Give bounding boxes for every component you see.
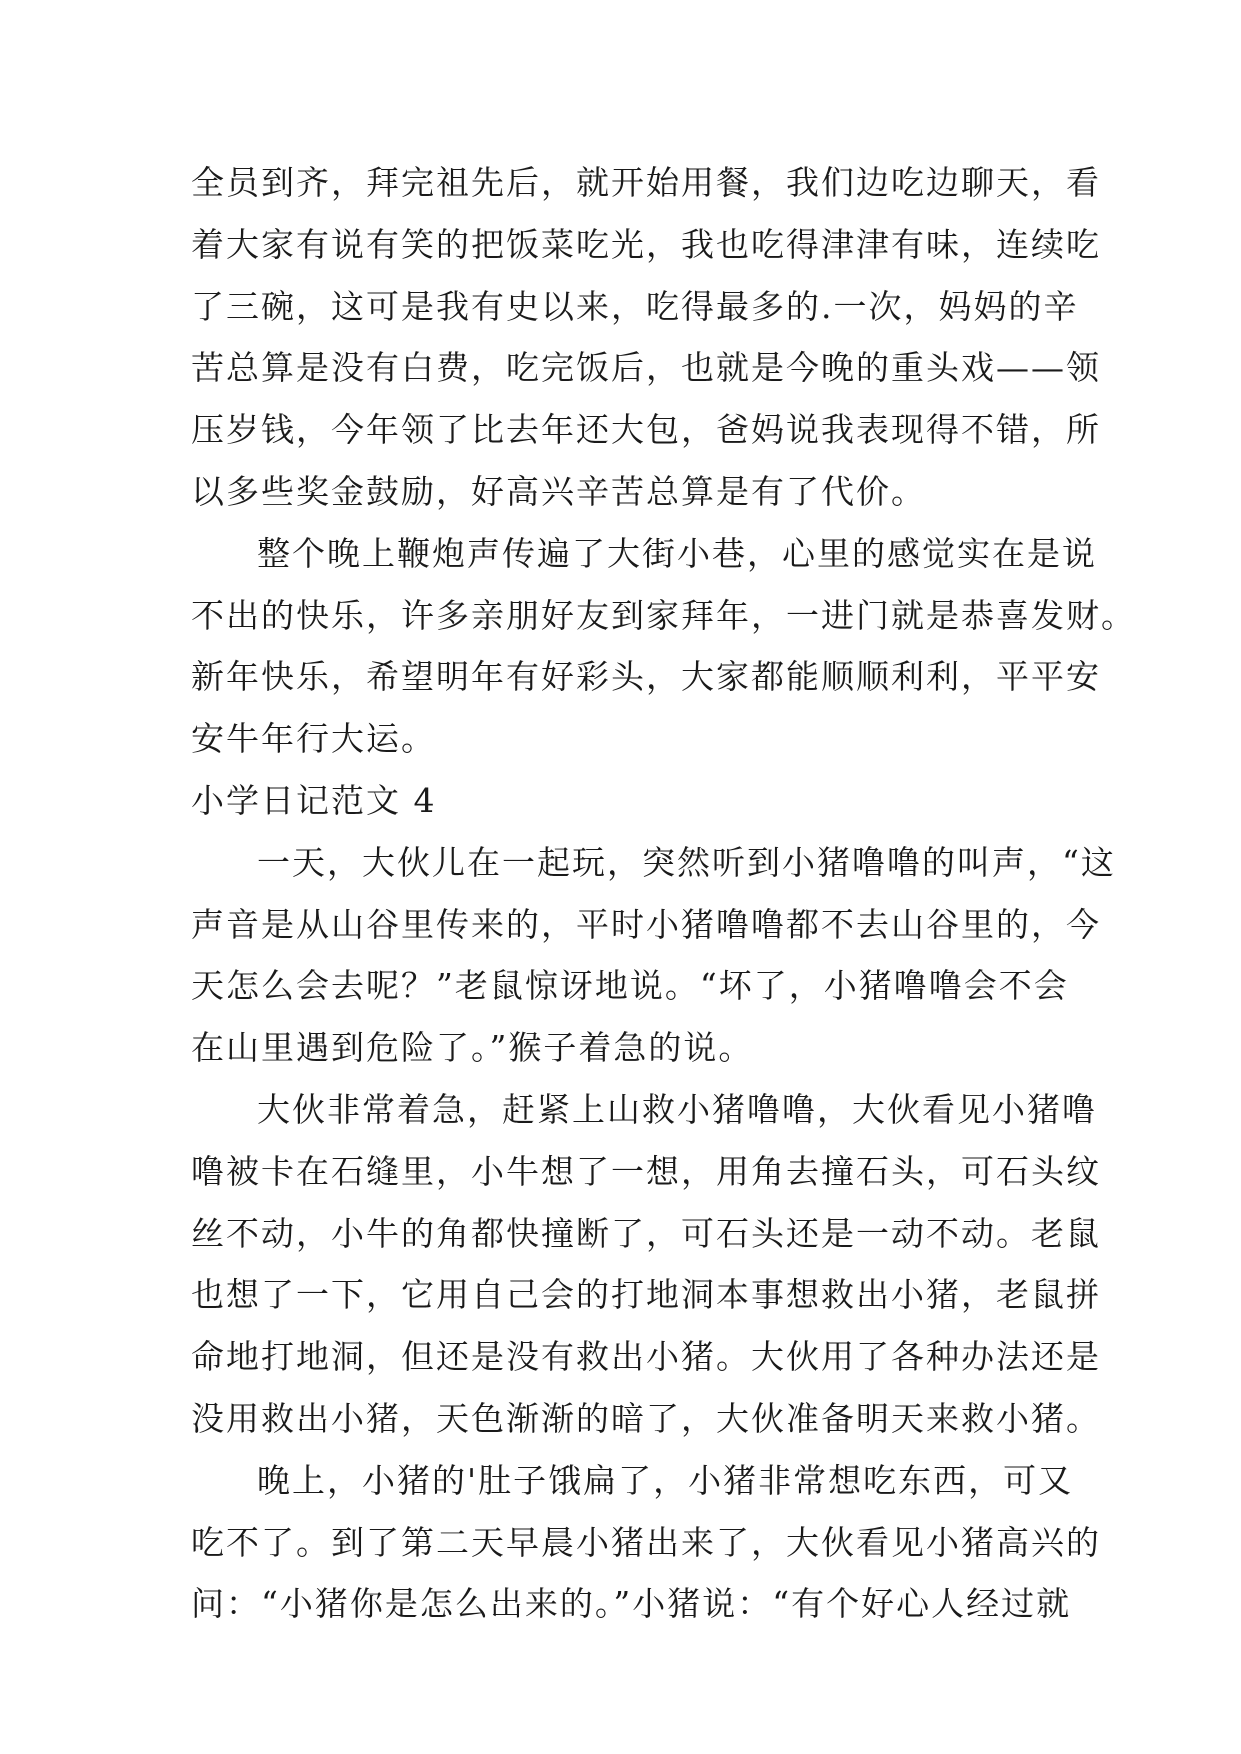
text-line: 压岁钱，今年领了比去年还大包，爸妈说我表现得不错，所 — [191, 410, 1101, 450]
text-line: 苦总算是没有白费，吃完饭后，也就是今晚的重头戏——领 — [191, 348, 1101, 388]
text-line: 了三碗，这可是我有史以来，吃得最多的.一次，妈妈的辛 — [191, 286, 1079, 326]
text-line: 整个晚上鞭炮声传遍了大街小巷，心里的感觉实在是说 — [257, 533, 1097, 573]
text-line: 命地打地洞，但还是没有救出小猪。大伙用了各种办法还是 — [191, 1337, 1101, 1377]
text-line: 以多些奖金鼓励，好高兴辛苦总算是有了代价。 — [191, 471, 926, 511]
text-line: 噜被卡在石缝里，小牛想了一想，用角去撞石头，可石头纹 — [191, 1151, 1101, 1191]
text-line: 问：“小猪你是怎么出来的。”小猪说：“有个好心人经过就 — [191, 1584, 1072, 1624]
text-line: 丝不动，小牛的角都快撞断了，可石头还是一动不动。老鼠 — [191, 1213, 1101, 1253]
text-line: 全员到齐，拜完祖先后，就开始用餐，我们边吃边聊天，看 — [191, 163, 1101, 202]
text-line: 小学日记范文 4 — [191, 780, 437, 820]
text-line: 声音是从山谷里传来的，平时小猪噜噜都不去山谷里的，今 — [191, 904, 1101, 944]
text-line: 大伙非常着急，赶紧上山救小猪噜噜，大伙看见小猪噜 — [257, 1089, 1097, 1129]
text-line: 着大家有说有笑的把饭菜吃光，我也吃得津津有味，连续吃 — [191, 224, 1101, 264]
document-body — [191, 152, 1136, 1635]
text-line: 一天，大伙儿在一起玩，突然听到小猪噜噜的叫声，“这 — [257, 842, 1116, 882]
text-line: 吃不了。到了第二天早晨小猪出来了，大伙看见小猪高兴的 — [191, 1522, 1101, 1562]
text-line: 新年快乐，希望明年有好彩头，大家都能顺顺利利，平平安 — [191, 657, 1101, 697]
text-line: 不出的快乐，许多亲朋好友到家拜年，一进门就是恭喜发财。 — [191, 595, 1136, 635]
text-line: 天怎么会去呢？”老鼠惊讶地说。“坏了，小猪噜噜会不会 — [191, 966, 1069, 1006]
text-line: 也想了一下，它用自己会的打地洞本事想救出小猪，老鼠拼 — [191, 1275, 1101, 1315]
text-line: 安牛年行大运。 — [191, 719, 436, 759]
text-line: 晚上，小猪的'肚子饿扁了，小猪非常想吃东西，可又 — [257, 1460, 1074, 1500]
text-line: 没用救出小猪，天色渐渐的暗了，大伙准备明天来救小猪。 — [191, 1398, 1101, 1438]
text-line: 在山里遇到危险了。”猴子着急的说。 — [191, 1028, 754, 1068]
